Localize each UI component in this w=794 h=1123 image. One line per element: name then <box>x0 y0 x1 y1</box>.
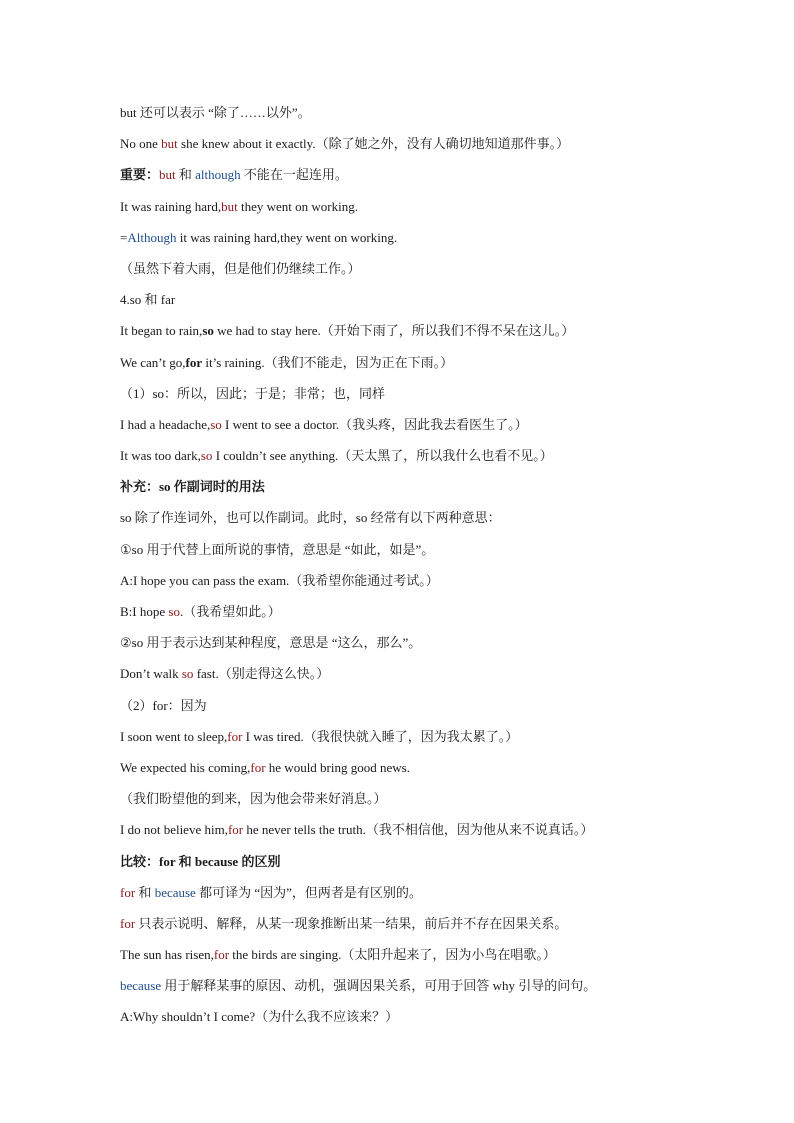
text-segment: It was too dark, <box>120 448 201 464</box>
text-segment: （虽然下着大雨，但是他们仍继续工作。） <box>120 260 361 276</box>
highlighted-keyword: but <box>221 198 238 214</box>
text-line <box>120 786 720 817</box>
text-line <box>120 1004 720 1035</box>
text-segment: they went on working. <box>237 198 358 214</box>
highlighted-keyword: for <box>213 947 230 963</box>
highlighted-keyword: for <box>250 759 266 775</box>
text-segment: （2）for：因为 <box>120 697 207 713</box>
text-segment: 4.so 和 far <box>120 292 176 308</box>
highlighted-keyword: because <box>120 978 162 994</box>
text-line <box>120 973 720 1004</box>
text-segment: No one <box>120 136 162 152</box>
text-line <box>120 849 720 880</box>
text-segment: it was raining hard,they went on working. <box>176 229 398 245</box>
text-line <box>120 412 720 443</box>
highlighted-keyword: so <box>210 416 222 432</box>
bold-text: 比较：for 和 because 的区别 <box>120 853 281 869</box>
text-line <box>120 443 720 474</box>
text-line <box>120 942 720 973</box>
text-segment: ②so 用于表示达到某种程度，意思是 “这么，那么”。 <box>120 635 422 651</box>
highlighted-keyword: so <box>168 604 180 619</box>
text-line <box>120 100 720 131</box>
highlighted-keyword: for <box>227 728 243 744</box>
text-segment: 都可译为 “因为”，但两者是有区别的。 <box>195 884 422 900</box>
text-line <box>120 599 720 630</box>
text-segment: 和 <box>135 884 155 900</box>
text-segment: A:Why shouldn’t I come?（为什么我不应该来？） <box>120 1009 399 1025</box>
text-segment: I had a headache, <box>120 416 211 432</box>
highlighted-keyword: Although <box>127 229 177 245</box>
text-segment: so 除了作连词外，也可以作副词。此时，so 经常有以下两种意思： <box>120 510 501 526</box>
text-line <box>120 880 720 911</box>
highlighted-keyword: so <box>200 448 213 464</box>
text-line <box>120 817 720 848</box>
text-segment: We expected his coming, <box>120 759 251 775</box>
text-segment: 用于解释某事的原因、动机，强调因果关系，可用于回答 why 引导的问句。 <box>161 978 597 994</box>
text-segment: 和 <box>175 167 196 183</box>
highlighted-keyword: for <box>120 884 136 900</box>
bold-text: for <box>185 354 203 370</box>
text-line <box>120 661 720 692</box>
highlighted-keyword: for <box>120 915 136 931</box>
text-segment: I was tired.（我很快就入睡了，因为我太累了。） <box>242 728 519 744</box>
text-segment: （1）so：所以，因此；于是；非常；也，同样 <box>120 385 386 401</box>
text-segment: The sun has risen, <box>120 947 214 963</box>
text-segment: fast.（别走得这么快。） <box>193 666 330 682</box>
text-line <box>120 693 720 724</box>
text-segment: we had to stay here.（开始下雨了，所以我们不得不呆在这儿。） <box>213 323 575 339</box>
text-line <box>120 350 720 381</box>
text-segment: she knew about it exactly.（除了她之外，没有人确切地知道那件事。） <box>177 136 570 152</box>
highlighted-keyword: but <box>161 136 178 152</box>
text-line <box>120 318 720 349</box>
text-line <box>120 911 720 942</box>
text-line <box>120 225 720 256</box>
text-line <box>120 131 720 162</box>
text-line <box>120 381 720 412</box>
bold-text: 重要： <box>120 167 160 183</box>
text-line <box>120 537 720 568</box>
text-line <box>120 194 720 225</box>
text-segment: he never tells the truth.（我不相信他，因为他从来不说真话。） <box>243 822 594 838</box>
text-line <box>120 568 720 599</box>
text-segment: I went to see a doctor.（我头疼，因此我去看医生了。） <box>221 416 528 432</box>
text-line <box>120 724 720 755</box>
text-segment: .（我希望如此。） <box>179 604 281 619</box>
text-line <box>120 162 720 193</box>
bold-text: 补充：so 作副词时的用法 <box>120 479 265 495</box>
text-segment: It was raining hard, <box>120 198 222 214</box>
text-segment: he would bring good news. <box>265 759 410 775</box>
text-line <box>120 256 720 287</box>
text-segment: （我们盼望他的到来，因为他会带来好消息。） <box>120 791 387 807</box>
highlighted-keyword: because <box>154 884 196 900</box>
text-segment: the birds are singing.（太阳升起来了，因为小鸟在唱歌。） <box>229 947 556 963</box>
text-segment: ①so 用于代替上面所说的事情，意思是 “如此，如是”。 <box>120 541 435 557</box>
text-segment: but 还可以表示 “除了……以外”。 <box>120 105 311 120</box>
highlighted-keyword: but <box>159 167 176 183</box>
text-line <box>120 474 720 505</box>
text-segment: I do not believe him, <box>120 822 228 838</box>
text-segment: It began to rain, <box>120 323 203 339</box>
text-segment: it’s raining.（我们不能走，因为正在下雨。） <box>202 354 454 370</box>
text-segment: I soon went to sleep, <box>120 728 228 744</box>
text-segment: We can’t go, <box>120 354 186 370</box>
text-segment: A:I hope you can pass the exam.（我希望你能通过考试。） <box>120 572 439 588</box>
text-line <box>120 755 720 786</box>
text-segment: 只表示说明、解释，从某一现象推断出某一结果，前后并不存在因果关系。 <box>135 915 568 931</box>
text-segment: 不能在一起连用。 <box>240 167 348 183</box>
document-page <box>120 100 720 1036</box>
text-segment: = <box>120 229 128 245</box>
highlighted-keyword: although <box>195 167 241 183</box>
text-segment: Don’t walk <box>120 666 182 682</box>
text-segment: I couldn’t see anything.（天太黑了，所以我什么也看不见。） <box>212 448 553 464</box>
text-line <box>120 505 720 536</box>
text-line <box>120 287 720 318</box>
text-line <box>120 630 720 661</box>
text-segment: B:I hope <box>120 604 169 619</box>
highlighted-keyword: for <box>227 822 244 838</box>
bold-text: so <box>202 323 214 339</box>
highlighted-keyword: so <box>181 666 194 682</box>
